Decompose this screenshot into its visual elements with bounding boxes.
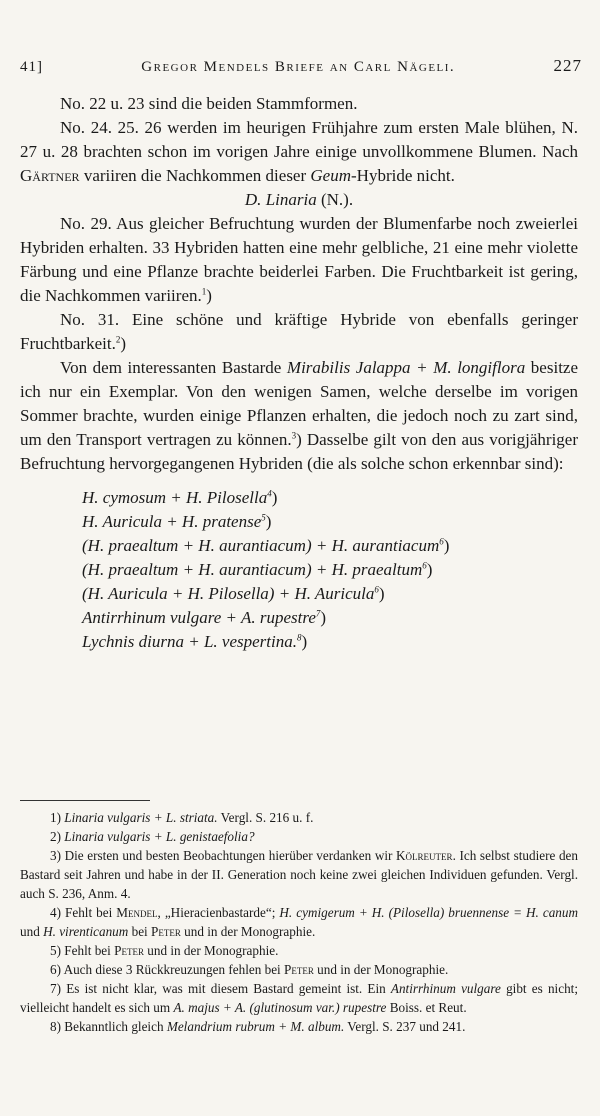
text-run: Es ist nicht klar, was mit diesem Bastard gemeint ist. Ein [61,981,391,996]
footnote-ref[interactable]: 6 [422,560,427,571]
footnote-4 [20,903,578,941]
text-run: ) [265,512,272,531]
hybrid-formula [82,510,578,534]
species-name: Linaria vulgaris + L. genistaefolia? [64,829,255,844]
section-label: D. [244,190,262,209]
footnote-ref[interactable]: 7 [315,608,321,619]
text-run: No. 31. Eine schöne und kräftige Hybride von ebenfalls geringer Fruchtbarkeit. [20,310,578,353]
hybrid-formula [82,558,578,582]
paragraph-2 [20,116,578,188]
footnote-6 [20,960,578,979]
text-run: Die ersten und besten Beobachtungen hierüber verdanken wir [61,848,397,863]
page-number: 227 [553,56,582,75]
text-run: . Ich selbst studiere den Bastard seit Jahren und habe in der II. Generation noch keine zwei gleichen Individuen gefunden. Vergl. auch S. 236, Anm. 4. [20,848,578,901]
text-run: besitze ich nur ein Exemplar. Von den wenigen Samen, welche derselbe im vorigen Sommer brachte, wurden einige Pflanzen erhalten, die jedoch noch zu zart sind, um den Transport vertragen zu können. [20,358,579,449]
header-title: Gregor Mendels Briefe an Carl Nägeli. [141,59,456,75]
species-name: H. virenticanum [43,924,129,939]
footnote-ref[interactable]: 4 [267,488,272,499]
paragraph-5 [20,356,578,476]
text-run: No. 24. 25. 26 werden im heurigen Frühjahre zum ersten Male blühen, N. 27 u. 28 brachten schon im vorigen Jahre einige unvollkommene Blumen. Nach [20,118,578,161]
text-run: und in der Monographie. [180,924,316,939]
hybrid-formula [82,606,578,630]
footnote-1 [20,808,578,827]
text-run: bei [128,924,152,939]
footnote-number: 5) [50,943,61,958]
text-run: Vergl. S. 216 u. f. [217,810,314,825]
footnote-5 [20,941,578,960]
species-name: Antirrhinum vulgare [390,981,501,996]
species-name: Melandrium rubrum + M. album. [166,1019,345,1034]
running-header [20,56,582,76]
text-run: ) [301,632,308,651]
footnote-number: 7) [50,981,61,996]
footnote-ref[interactable]: 8 [296,632,302,643]
author-name: Mendel [116,905,158,920]
footnote-7 [20,979,578,1017]
hybrid-formula [82,486,578,510]
footnote-2 [20,827,578,846]
species-name: A. majus + A. (glutinosum var.) rupestre [173,1000,387,1015]
author-name: Peter [114,943,144,958]
text-run: ) Dasselbe gilt von den aus vorigjähriger Befruchtung hervorgegangenen Hybriden (die als solche schon erkennbar sind): [20,430,578,473]
text-run: und in der Monographie. [313,962,449,977]
formula-text: Lychnis diurna + L. vespertina. [82,632,297,651]
text-run: , „Hieracienbastarde“; [157,905,280,920]
text-run: ) [426,560,433,579]
text-run: Fehlt bei [61,943,115,958]
formula-text: (H. praealtum + H. aurantiacum) + H. praealtum [82,560,423,579]
footnote-ref[interactable]: 1 [201,286,207,297]
text-run: und [20,924,44,939]
author-name: Kölreuter [396,848,453,863]
text-run: ) [206,286,212,305]
text-run: ) [120,334,127,353]
text-run: gibt es nicht; vielleicht handelt es sich um [20,981,578,1015]
paragraph-1: No. 22 u. 23 sind die beiden Stammformen. [60,94,358,113]
formula-text: (H. praealtum + H. aurantiacum) + H. aurantiacum [82,536,440,555]
formula-text: H. Auricula + H. pratense [82,512,262,531]
formula-text: H. cymosum + H. Pilosella [82,488,268,507]
text-run: Von dem interessanten Bastarde [60,358,287,377]
section-name: Linaria [265,190,317,209]
formula-text: (H. Auricula + H. Pilosella) + H. Auricula [82,584,375,603]
footnote-number: 4) [50,905,61,920]
text-run: Boiss. et Reut. [386,1000,467,1015]
author-name: Peter [284,962,314,977]
genus-name: Geum [310,166,351,185]
paragraph-3 [20,212,578,308]
text-run: ) [271,488,278,507]
footnote-ref[interactable]: 3 [291,430,297,441]
text-run: variiren die Nachkommen dieser [79,166,311,185]
author-name: Peter [151,924,181,939]
footnote-number: 1) [50,810,61,825]
species-name: H. cymigerum + H. (Pilosella) bruennense = H. canum [279,905,578,920]
section-suffix: (N.). [320,190,354,209]
species-name: Mirabilis Jalappa + M. longiflora [286,358,526,377]
footnote-number: 6) [50,962,61,977]
footnote-separator [20,800,150,801]
footnote-ref[interactable]: 6 [439,536,444,547]
text-run: Fehlt bei [61,905,117,920]
text-run: und in der Monographie. [143,943,279,958]
footnote-ref[interactable]: 5 [261,512,266,523]
footnote-number: 2) [50,829,61,844]
main-text [20,92,578,654]
text-run: ) [378,584,385,603]
hybrid-formula [82,630,578,654]
paragraph-4 [20,308,578,356]
hybrid-list [82,486,578,654]
section-heading [20,188,578,212]
text-run: ) [443,536,450,555]
species-name: Linaria vulgaris + L. striata. [64,810,218,825]
footnote-3 [20,846,578,903]
footnote-ref[interactable]: 2 [115,334,121,345]
header-left-number: 41] [20,59,43,75]
text-run: No. 29. Aus gleicher Befruchtung wurden der Blumenfarbe noch zweierlei Hybriden erhalten. 33 Hybriden hatten eine mehr gelbliche, 21 eine mehr violette Färbung und eine Pflanze brachte beiderlei Farben. Die Fruchtbarkeit ist gering, die Nachkommen variiren. [20,214,578,305]
text-run: Bekanntlich gleich [61,1019,167,1034]
text-run: ) [320,608,327,627]
footnotes [20,808,578,1036]
formula-text: Antirrhinum vulgare + A. rupestre [82,608,316,627]
text-run: Vergl. S. 237 und 241. [344,1019,466,1034]
footnote-number: 8) [50,1019,61,1034]
text-run: -Hybride nicht. [351,166,455,185]
footnote-8 [20,1017,578,1036]
text-run: Auch diese 3 Rückkreuzungen fehlen bei [61,962,285,977]
footnote-ref[interactable]: 6 [374,584,379,595]
hybrid-formula [82,534,578,558]
hybrid-formula [82,582,578,606]
footnote-number: 3) [50,848,61,863]
author-name: Gärtner [20,166,80,185]
